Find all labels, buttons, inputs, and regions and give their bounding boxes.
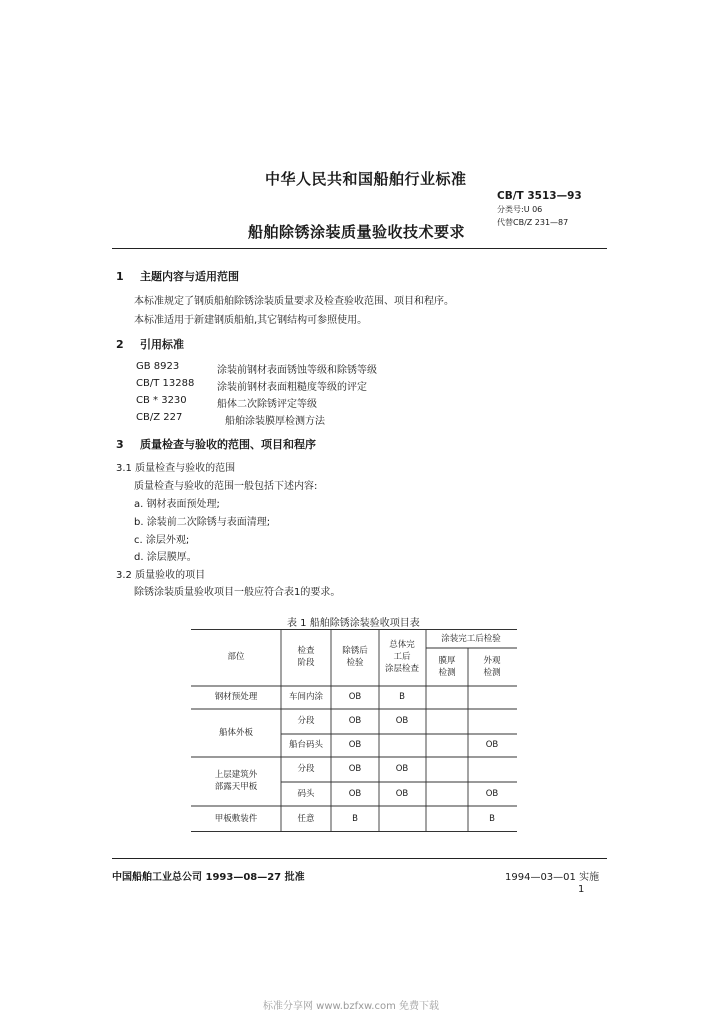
ref-title: 船舶涂装膜厚检测方法 <box>225 416 325 427</box>
table-cell-stage: 分段 <box>297 716 315 726</box>
section-1-heading: 1 主题内容与适用范围 <box>116 270 239 283</box>
table-cell-stage: 车间内涂 <box>288 692 324 702</box>
list-item: a. 钢材表面预处理; <box>134 499 220 510</box>
list-item: c. 涂层外观; <box>134 535 190 546</box>
table-cell-rust: OB <box>348 764 362 774</box>
table-cell-stage: 船台码头 <box>288 740 324 750</box>
subsection-3-2-text: 除锈涂装质量验收项目一般应符合表1的要求。 <box>134 587 341 598</box>
classification-code: 分类号:U 06 <box>497 205 543 214</box>
section-2-heading: 2 引用标准 <box>116 338 184 351</box>
header-appearance: 外观 检测 <box>483 656 501 678</box>
table-cell-stage: 码头 <box>297 789 315 799</box>
watermark: 标准分享网 www.bzfxw.com 免费下载 <box>263 1001 439 1012</box>
org-title: 中华人民共和国船舶行业标准 <box>265 170 467 188</box>
table-cell-rust: B <box>352 814 358 824</box>
table-cell-part: 甲板敷装件 <box>214 814 258 824</box>
standard-number: CB/T 3513—93 <box>497 190 582 202</box>
ref-code: GB 8923 <box>136 361 180 372</box>
table-cell-coat: OB <box>395 764 409 774</box>
table-cell-appearance: OB <box>485 740 499 750</box>
table-cell-appearance: B <box>489 814 495 824</box>
table-cell-stage: 分段 <box>297 764 315 774</box>
table-cell-rust: OB <box>348 716 362 726</box>
table-cell-rust: OB <box>348 740 362 750</box>
ref-code: CB/Z 227 <box>136 412 183 423</box>
list-item: d. 涂层膜厚。 <box>134 552 197 563</box>
footer-rule <box>112 858 607 859</box>
inspection-table <box>191 629 517 832</box>
header-per-coat: 总体完 工后 涂层检查 <box>384 640 420 674</box>
header-rule <box>112 248 607 249</box>
section-1-para-2: 本标准适用于新建钢质船舶,其它钢结构可参照使用。 <box>134 315 368 326</box>
list-item: b. 涂装前二次除锈与表面清理; <box>134 517 271 528</box>
subsection-3-2: 3.2 质量验收的项目 <box>116 570 206 581</box>
section-3-heading: 3 质量检查与验收的范围、项目和程序 <box>116 438 316 451</box>
ref-title: 涂装前钢材表面粗糙度等级的评定 <box>217 382 367 393</box>
document-title: 船舶除锈涂装质量验收技术要求 <box>248 223 466 241</box>
header-after-completion: 涂装完工后检验 <box>441 634 501 644</box>
implementation-date: 1994—03—01 实施 <box>505 872 600 883</box>
table-cell-rust: OB <box>348 692 362 702</box>
table-cell-part: 船体外板 <box>218 728 254 738</box>
header-rust-removal: 除锈后 检验 <box>342 646 368 668</box>
replaces-standard: 代替CB/Z 231—87 <box>497 218 569 227</box>
ref-title: 船体二次除锈评定等级 <box>217 399 317 410</box>
table-cell-appearance: OB <box>485 789 499 799</box>
table-cell-coat: B <box>399 692 405 702</box>
ref-title: 涂装前钢材表面锈蚀等级和除锈等级 <box>217 365 377 376</box>
table-cell-coat: OB <box>395 716 409 726</box>
table-cell-rust: OB <box>348 789 362 799</box>
ref-code: CB * 3230 <box>136 395 187 406</box>
table-caption: 表 1 船舶除锈涂装验收项目表 <box>287 618 420 629</box>
subsection-3-1-intro: 质量检查与验收的范围一般包括下述内容: <box>134 481 318 492</box>
section-1-para-1: 本标准规定了钢质船舶除锈涂装质量要求及检查验收范围、项目和程序。 <box>134 296 454 307</box>
page-number: 1 <box>578 884 585 895</box>
header-film-thickness: 膜厚 检测 <box>438 656 456 678</box>
approval-line: 中国船舶工业总公司 1993—08—27 批准 <box>112 872 305 883</box>
ref-code: CB/T 13288 <box>136 378 195 389</box>
table-cell-part: 上层建筑外 部露天甲板 <box>214 770 258 792</box>
table-cell-part: 钢材预处理 <box>214 692 258 702</box>
table-cell-stage: 任意 <box>297 814 315 824</box>
table-cell-coat: OB <box>395 789 409 799</box>
header-check-stage: 检查 阶段 <box>297 646 315 668</box>
subsection-3-1: 3.1 质量检查与验收的范围 <box>116 463 236 474</box>
standard-info <box>497 190 582 229</box>
header-part: 部位 <box>227 652 245 662</box>
